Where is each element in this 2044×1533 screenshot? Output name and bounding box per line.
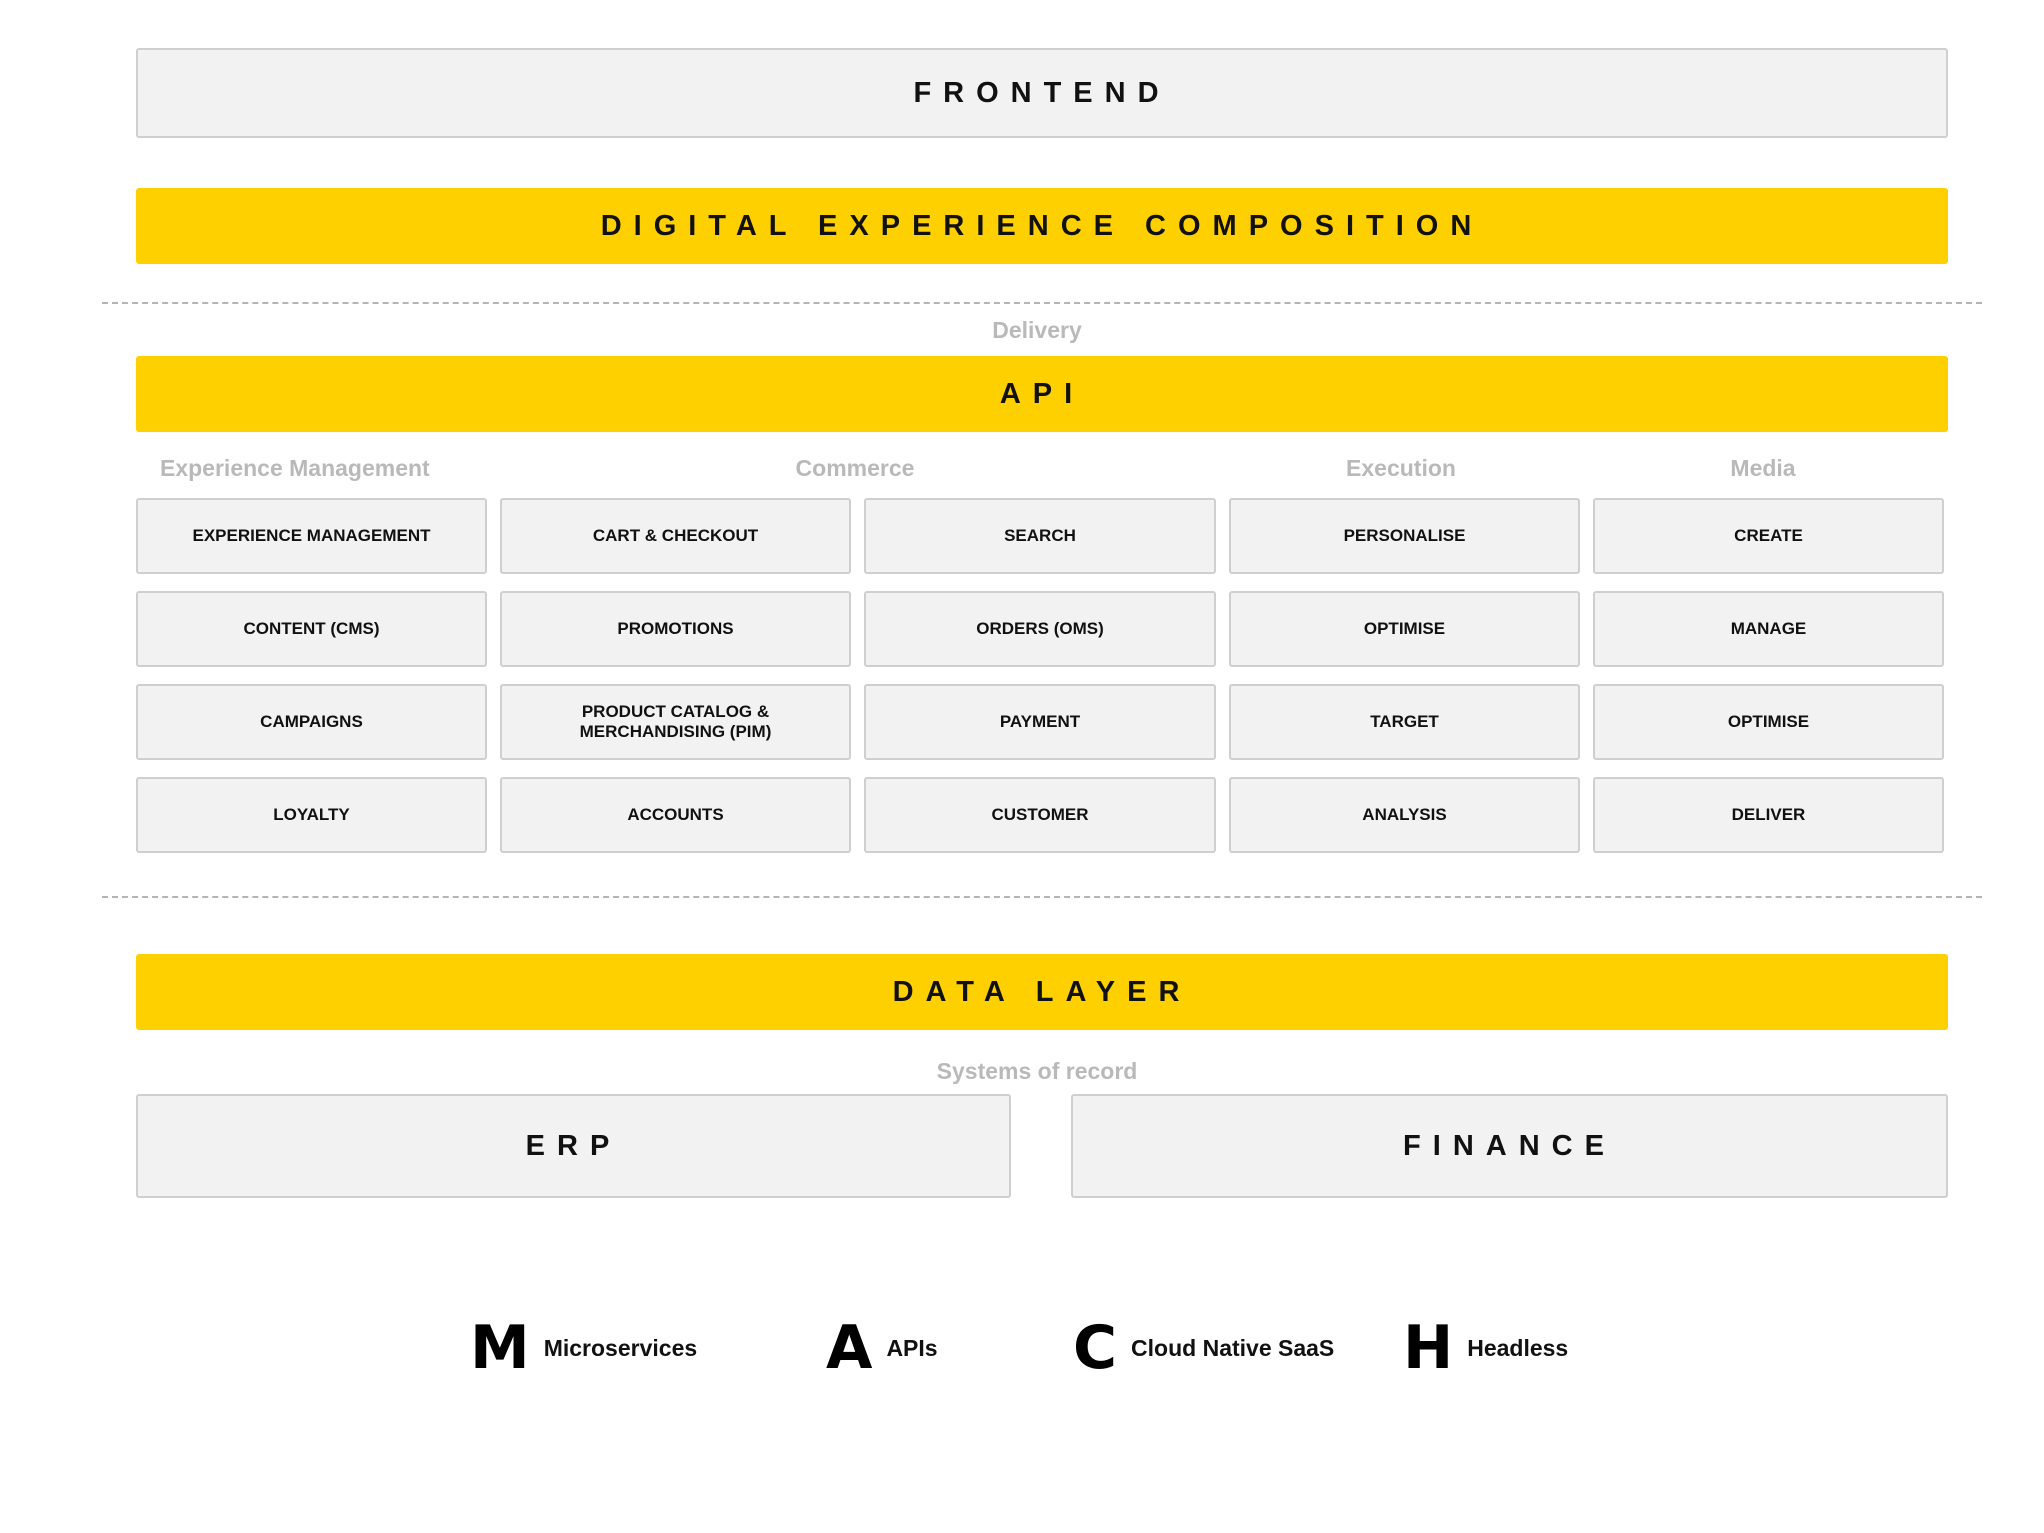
- category-execution: Execution: [1346, 455, 1456, 481]
- legend-label: Cloud Native SaaS: [1131, 1334, 1335, 1361]
- capability-cell: PROMOTIONS: [500, 591, 851, 667]
- legend-headless: [1403, 1313, 1569, 1383]
- capability-cell: CUSTOMER: [864, 777, 1216, 853]
- systems-of-record-label: Systems of record: [936, 1058, 1138, 1084]
- category-commerce: Commerce: [795, 455, 915, 481]
- capability-cell: PAYMENT: [864, 684, 1216, 760]
- capability-cell: CREATE: [1593, 498, 1944, 574]
- cloud-native-letter-icon: C: [1073, 1313, 1118, 1383]
- legend-apis: [826, 1313, 938, 1383]
- capability-cell: TARGET: [1229, 684, 1580, 760]
- capability-grid: [136, 498, 1948, 853]
- capability-cell: SEARCH: [864, 498, 1216, 574]
- legend-label: APIs: [886, 1334, 938, 1361]
- data-layer: [136, 954, 1948, 1030]
- capability-cell: DELIVER: [1593, 777, 1944, 853]
- api-layer-label: API: [999, 377, 1085, 410]
- capability-cell: MANAGE: [1593, 591, 1944, 667]
- capability-cell: CAMPAIGNS: [136, 684, 487, 760]
- api-layer: [136, 356, 1948, 432]
- category-experience-management: Experience Management: [160, 455, 430, 481]
- microservices-letter-icon: M: [470, 1313, 530, 1383]
- legend-label: Headless: [1467, 1334, 1569, 1361]
- legend-label: Microservices: [543, 1334, 698, 1361]
- legend-cloud-native-saas: [1073, 1313, 1335, 1383]
- category-media: Media: [1730, 455, 1796, 481]
- capability-cell: OPTIMISE: [1593, 684, 1944, 760]
- capability-cell: PRODUCT CATALOG & MERCHANDISING (PIM): [500, 684, 851, 760]
- capability-cell: EXPERIENCE MANAGEMENT: [136, 498, 487, 574]
- capability-cell: ORDERS (OMS): [864, 591, 1216, 667]
- capability-cell: CART & CHECKOUT: [500, 498, 851, 574]
- delivery-divider-bottom: [102, 896, 1982, 898]
- finance-box: [1071, 1094, 1948, 1198]
- frontend-layer: [136, 48, 1948, 138]
- erp-label: ERP: [525, 1129, 622, 1162]
- headless-letter-icon: H: [1403, 1313, 1454, 1383]
- erp-box: [136, 1094, 1011, 1198]
- capability-cell: LOYALTY: [136, 777, 487, 853]
- legend-microservices: [470, 1313, 698, 1383]
- capability-cell: CONTENT (CMS): [136, 591, 487, 667]
- delivery-divider-top: [102, 302, 1982, 304]
- composition-layer: [136, 188, 1948, 264]
- apis-letter-icon: A: [826, 1313, 873, 1383]
- composition-layer-label: DIGITAL EXPERIENCE COMPOSITION: [600, 209, 1484, 242]
- data-layer-label: DATA LAYER: [892, 975, 1192, 1008]
- capability-cell: PERSONALISE: [1229, 498, 1580, 574]
- delivery-label: Delivery: [992, 317, 1082, 343]
- capability-cell: OPTIMISE: [1229, 591, 1580, 667]
- capability-cell: ANALYSIS: [1229, 777, 1580, 853]
- frontend-layer-label: FRONTEND: [913, 76, 1171, 109]
- capability-cell: ACCOUNTS: [500, 777, 851, 853]
- finance-label: FINANCE: [1403, 1129, 1616, 1162]
